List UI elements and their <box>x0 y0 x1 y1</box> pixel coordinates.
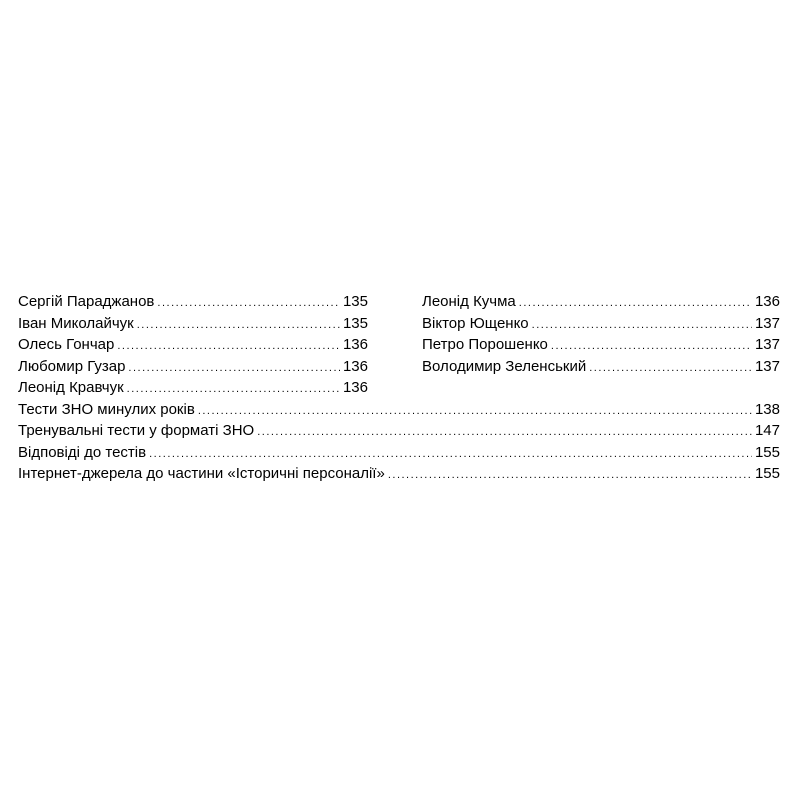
toc-entry <box>18 292 368 314</box>
toc-entry <box>18 400 780 422</box>
table-of-contents <box>18 292 780 486</box>
toc-entry <box>18 378 368 400</box>
toc-entry-page: 137 <box>754 336 780 353</box>
toc-left-column <box>18 292 368 400</box>
dot-leader <box>532 316 752 336</box>
dot-leader <box>117 337 340 357</box>
toc-entry-page: 135 <box>342 293 368 310</box>
dot-leader <box>388 466 752 486</box>
toc-entry-title: Леонід Кучма <box>422 293 516 310</box>
toc-entry-title: Тести ЗНО минулих років <box>18 400 195 418</box>
toc-entry <box>18 421 780 443</box>
toc-entry-title: Іван Миколайчук <box>18 314 134 332</box>
dot-leader <box>551 337 752 357</box>
toc-entry-page: 136 <box>342 336 368 353</box>
toc-entry-page: 136 <box>342 379 368 396</box>
toc-entry-title: Тренувальні тести у форматі ЗНО <box>18 422 255 439</box>
toc-entry-page: 147 <box>754 422 780 439</box>
toc-entry-title: Сергій Параджанов <box>18 293 155 310</box>
toc-entry-page: 138 <box>754 400 780 418</box>
toc-entry <box>422 335 780 357</box>
dot-leader <box>157 294 340 314</box>
toc-entry-title: Інтернет-джерела до частини «Історичні персоналії» <box>18 465 385 482</box>
dot-leader <box>198 402 752 422</box>
toc-entry <box>18 357 368 379</box>
toc-entry-title: Віктор Ющенко <box>422 314 529 332</box>
toc-entry-page: 135 <box>342 314 368 332</box>
toc-entry <box>18 335 368 357</box>
dot-leader <box>127 380 340 400</box>
toc-two-columns <box>18 292 780 400</box>
dot-leader <box>519 294 752 314</box>
toc-entry <box>422 292 780 314</box>
toc-entry <box>18 464 780 486</box>
toc-entry-title: Леонід Кравчук <box>18 379 124 396</box>
toc-entry-page: 155 <box>754 443 780 461</box>
dot-leader <box>257 423 752 443</box>
toc-entry-page: 137 <box>754 357 780 375</box>
dot-leader <box>149 445 752 465</box>
dot-leader <box>137 316 340 336</box>
toc-full-width-section <box>18 400 780 486</box>
toc-entry-page: 137 <box>754 314 780 332</box>
toc-entry-title: Відповіді до тестів <box>18 443 147 461</box>
toc-entry <box>422 314 780 336</box>
toc-entry-title: Олесь Гончар <box>18 336 115 353</box>
toc-entry-title: Володимир Зеленський <box>422 357 587 375</box>
toc-right-column <box>422 292 780 400</box>
toc-entry-title: Петро Порошенко <box>422 336 548 353</box>
toc-entry <box>422 357 780 379</box>
toc-entry <box>18 314 368 336</box>
toc-entry <box>18 443 780 465</box>
toc-entry-page: 136 <box>342 357 368 375</box>
dot-leader <box>128 359 340 379</box>
dot-leader <box>589 359 752 379</box>
toc-entry-page: 136 <box>754 293 780 310</box>
toc-entry-title: Любомир Гузар <box>18 357 126 375</box>
toc-entry-page: 155 <box>754 465 780 482</box>
